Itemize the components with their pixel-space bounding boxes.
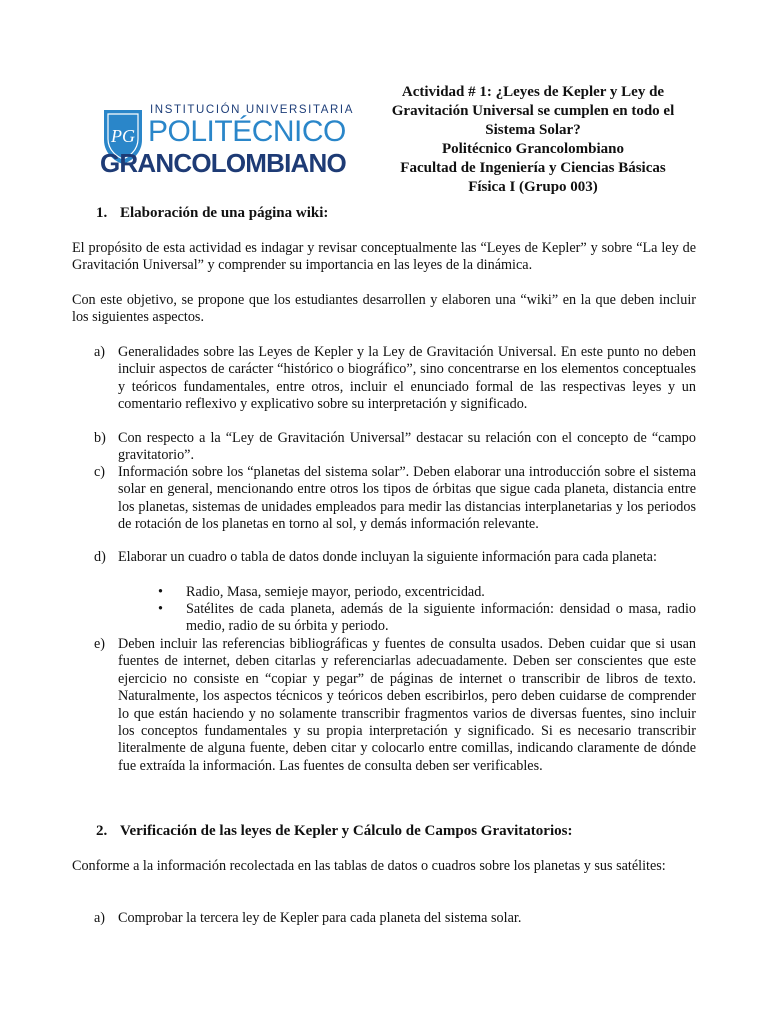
list-item-b [96,430,696,465]
bullet-text: Satélites de cada planeta, además de la siguiente información: densidad o masa, radio medio, radio de su órbita y periodo. [186,601,696,635]
header-line-2: Gravitación Universal se cumplen en todo el [391,103,675,119]
section-1-title: Elaboración de una página wiki: [120,205,329,221]
list-item-text: Información sobre los “planetas del sistema solar”. Deben elaborar una introducción sobre el sistema solar en general, mencionando entre otros los tipos de órbitas que sigue cada planeta, distancia entre los planetas, sistemas de unidades empleados para medir las distancias interplanetarias y los periodos de rotación de los planetas en torno al sol, y demás información relevante. [118,464,696,533]
section-1-number: 1. [96,205,108,221]
list-item-text: Con respecto a la “Ley de Gravitación Universal” destacar su relación con el concepto de “campo gravitatorio”. [118,430,696,464]
list-item-text: Deben incluir las referencias bibliográficas y fuentes de consulta usados. Deben cuidar que si usan fuentes de internet, deben citarlas y referenciarlas adecuadamente. Deben ser conscientes que este ejercicio no consiste en “copiar y pegar” de páginas de internet o transcribir de libros de texto. Naturalmente, los aspectos técnicos y teóricos deben escribirlos, pero deben cuidarse de comprender lo que están haciendo y no solamente transcribir fragmentos varios de diversas fuentes, sino incluir los conceptos fundamentales y su propia interpretación y significado. Si es necesario transcribir literalmente de alguna fuente, deben citar y colocarlo entre comillas, indicando claramente de dónde fue extraída la información. Las fuentes de consulta deben ser verificables. [118,636,696,774]
section-1-intro-2: Con este objetivo, se propone que los estudiantes desarrollen y elaboren una “wiki” en la que deben incluir los siguientes aspectos. [72,292,696,326]
header-line-5: Facultad de Ingeniería y Ciencias Básicas [400,160,666,176]
list-item-text: Elaborar un cuadro o tabla de datos donde incluyan la siguiente información para cada planeta: [118,549,657,565]
bullet-icon: • [158,584,163,600]
list-item-text: Generalidades sobre las Leyes de Kepler y la Ley de Gravitación Universal. En este punto no deben incluir aspectos de carácter “histórico o biográfico”, sino concentrarse en los elementos conceptuales y teóricos fundamentales, entre otros, incluir el enunciado formal de las respectivas leyes y un comentario reflexivo y explicativo sobre su interpretación y significado. [118,344,696,413]
emblem-text: PG [111,126,135,146]
section-1-intro: El propósito de esta actividad es indagar y revisar conceptualmente las “Leyes de Kepler” y sobre “La ley de Gravitación Universal” y comprender su importancia en las leyes de la dinámica. [72,240,696,274]
header-line-3: Sistema Solar? [485,122,581,138]
header-line-6: Física I (Grupo 003) [468,179,598,195]
logo-politecnico-line: POLITÉCNICO [148,115,346,148]
list-item-text: Comprobar la tercera ley de Kepler para cada planeta del sistema solar. [118,910,522,926]
section-2-title: Verificación de las leyes de Kepler y Cálculo de Campos Gravitatorios: [120,823,573,839]
document-header [360,83,706,197]
list-item-d [96,549,696,566]
bullet-text: Radio, Masa, semieje mayor, periodo, excentricidad. [186,584,485,600]
section-2-number: 2. [96,823,108,839]
list-item-label: d) [94,549,106,565]
bullet-icon: • [158,601,163,617]
list-item-c [96,464,696,534]
institution-logo [100,104,354,178]
logo-grancolombiano-line: GRANCOLOMBIANO [100,148,346,178]
list-item-label: a) [94,910,106,926]
list-item-label: b) [94,430,106,446]
list-item-e [96,636,696,775]
list-item-label: a) [94,344,106,360]
bullet-item [160,584,696,601]
list-item-label: e) [94,636,106,652]
section-2-item-a [96,910,696,927]
list-item-a [96,344,696,414]
header-line-1: Actividad # 1: ¿Leyes de Kepler y Ley de [401,84,665,100]
header-line-4: Politécnico Grancolombiano [441,141,625,157]
bullet-item [160,601,696,636]
section-2-intro: Conforme a la información recolectada en las tablas de datos o cuadros sobre los planetas y sus satélites: [72,858,666,874]
list-item-label: c) [94,464,106,480]
logo-institution-line: INSTITUCIÓN UNIVERSITARIA [150,104,354,116]
